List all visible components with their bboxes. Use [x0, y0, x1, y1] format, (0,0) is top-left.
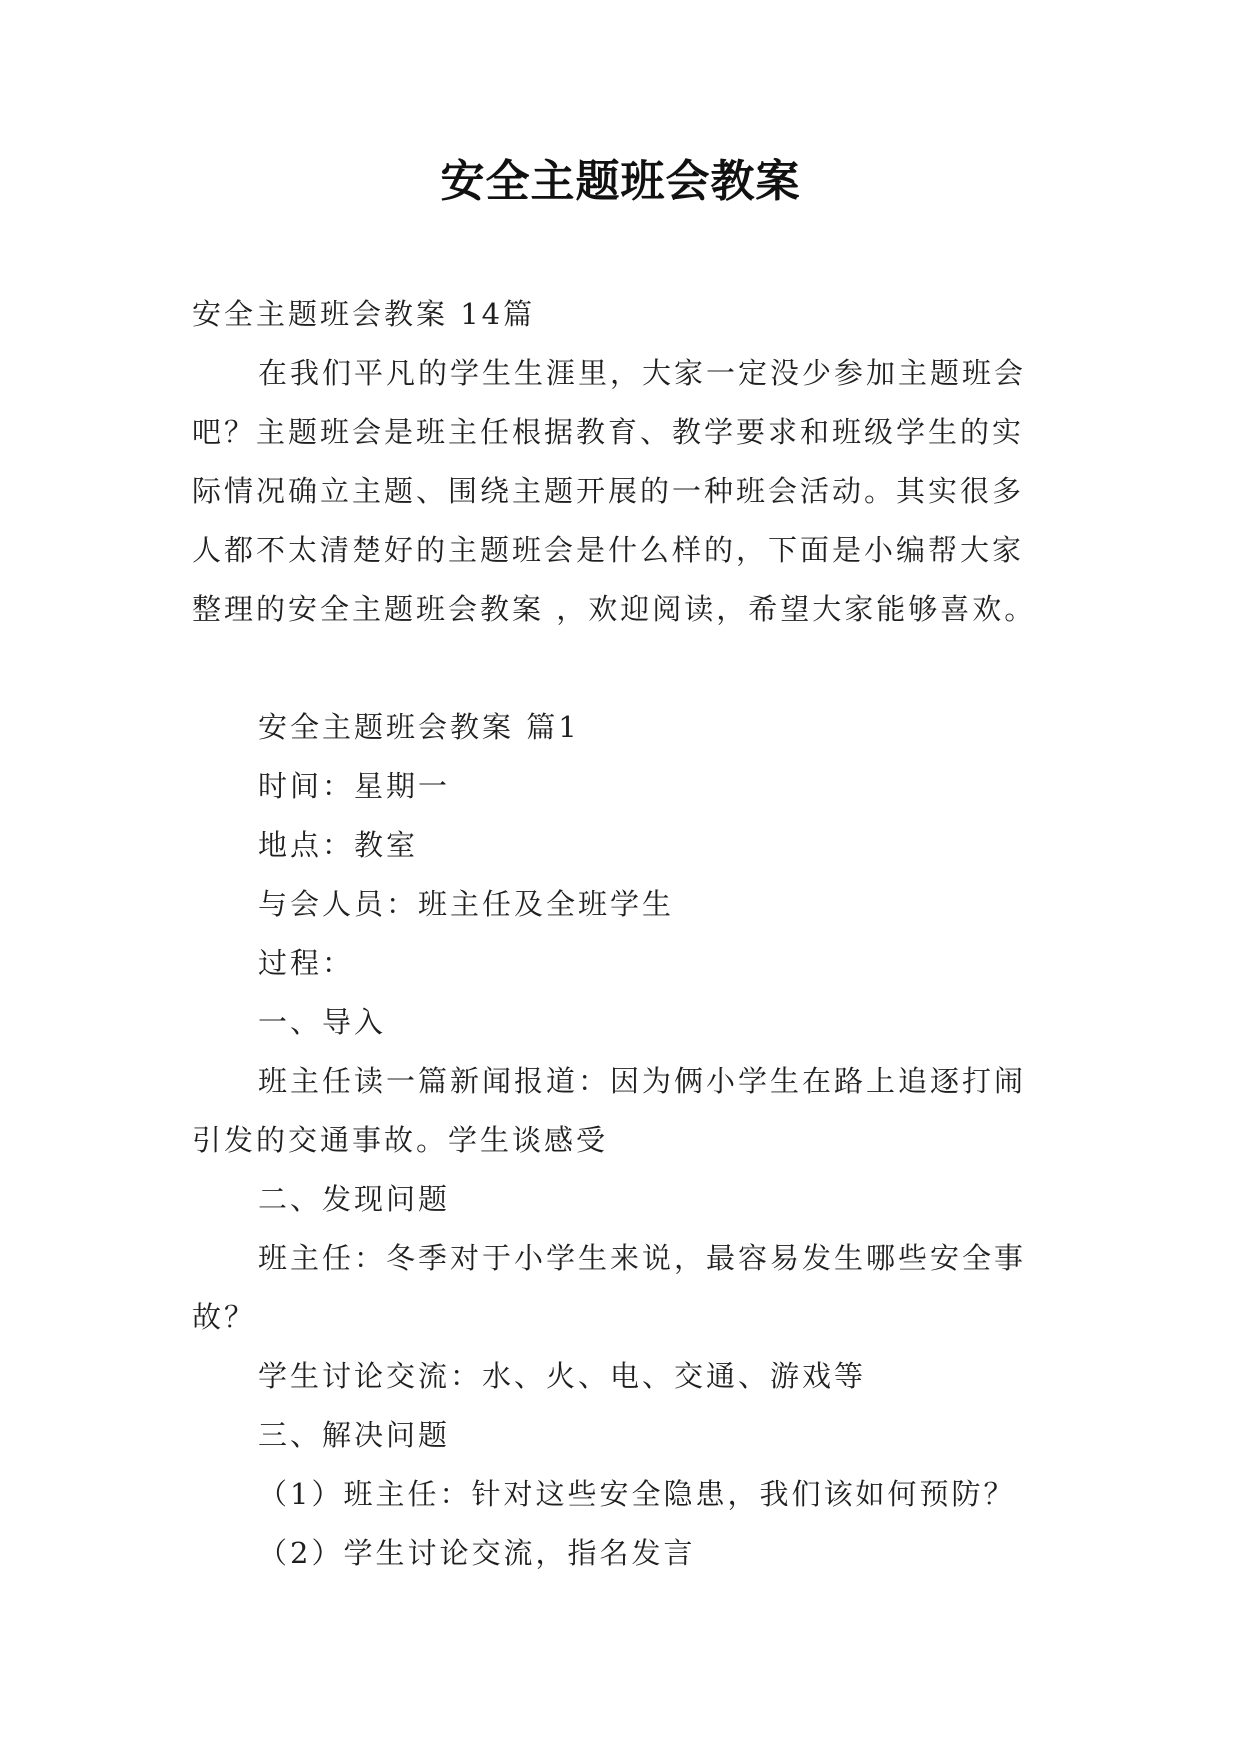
attendees-line: 与会人员：班主任及全班学生 — [258, 887, 675, 921]
subtitle: 安全主题班会教案 14篇 — [192, 297, 536, 331]
part1-title: 一、导入 — [258, 1005, 387, 1039]
intro-line: 在我们平凡的学生生涯里，大家一定没少参加主题班会 — [258, 356, 1027, 390]
part2-text-line: 班主任：冬季对于小学生来说，最容易发生哪些安全事 — [258, 1241, 1027, 1275]
part2-text-line: 故？ — [192, 1300, 257, 1334]
part3-item: （1）班主任：针对这些安全隐患，我们该如何预防？ — [258, 1477, 1016, 1511]
intro-line: 人都不太清楚好的主题班会是什么样的，下面是小编帮大家 — [192, 533, 1025, 567]
part1-text-line: 班主任读一篇新闻报道：因为俩小学生在路上追逐打闹 — [258, 1064, 1027, 1098]
part1-text-line: 引发的交通事故。学生谈感受 — [192, 1123, 609, 1157]
part2-discussion: 学生讨论交流：水、火、电、交通、游戏等 — [258, 1359, 867, 1393]
intro-line: 际情况确立主题、围绕主题开展的一种班会活动。其实很多 — [192, 474, 1025, 508]
intro-line: 整理的安全主题班会教案 ，欢迎阅读，希望大家能够喜欢。 — [192, 592, 1037, 626]
part2-title: 二、发现问题 — [258, 1182, 451, 1216]
part3-title: 三、解决问题 — [258, 1418, 451, 1452]
document-title: 安全主题班会教案 — [440, 156, 801, 207]
part3-item: （2）学生讨论交流，指名发言 — [258, 1536, 696, 1570]
intro-line: 吧？主题班会是班主任根据教育、教学要求和班级学生的实 — [192, 415, 1025, 449]
process-line: 过程： — [258, 946, 355, 980]
section-heading: 安全主题班会教案 篇1 — [258, 710, 580, 744]
place-line: 地点：教室 — [258, 828, 419, 862]
time-line: 时间：星期一 — [258, 769, 451, 803]
